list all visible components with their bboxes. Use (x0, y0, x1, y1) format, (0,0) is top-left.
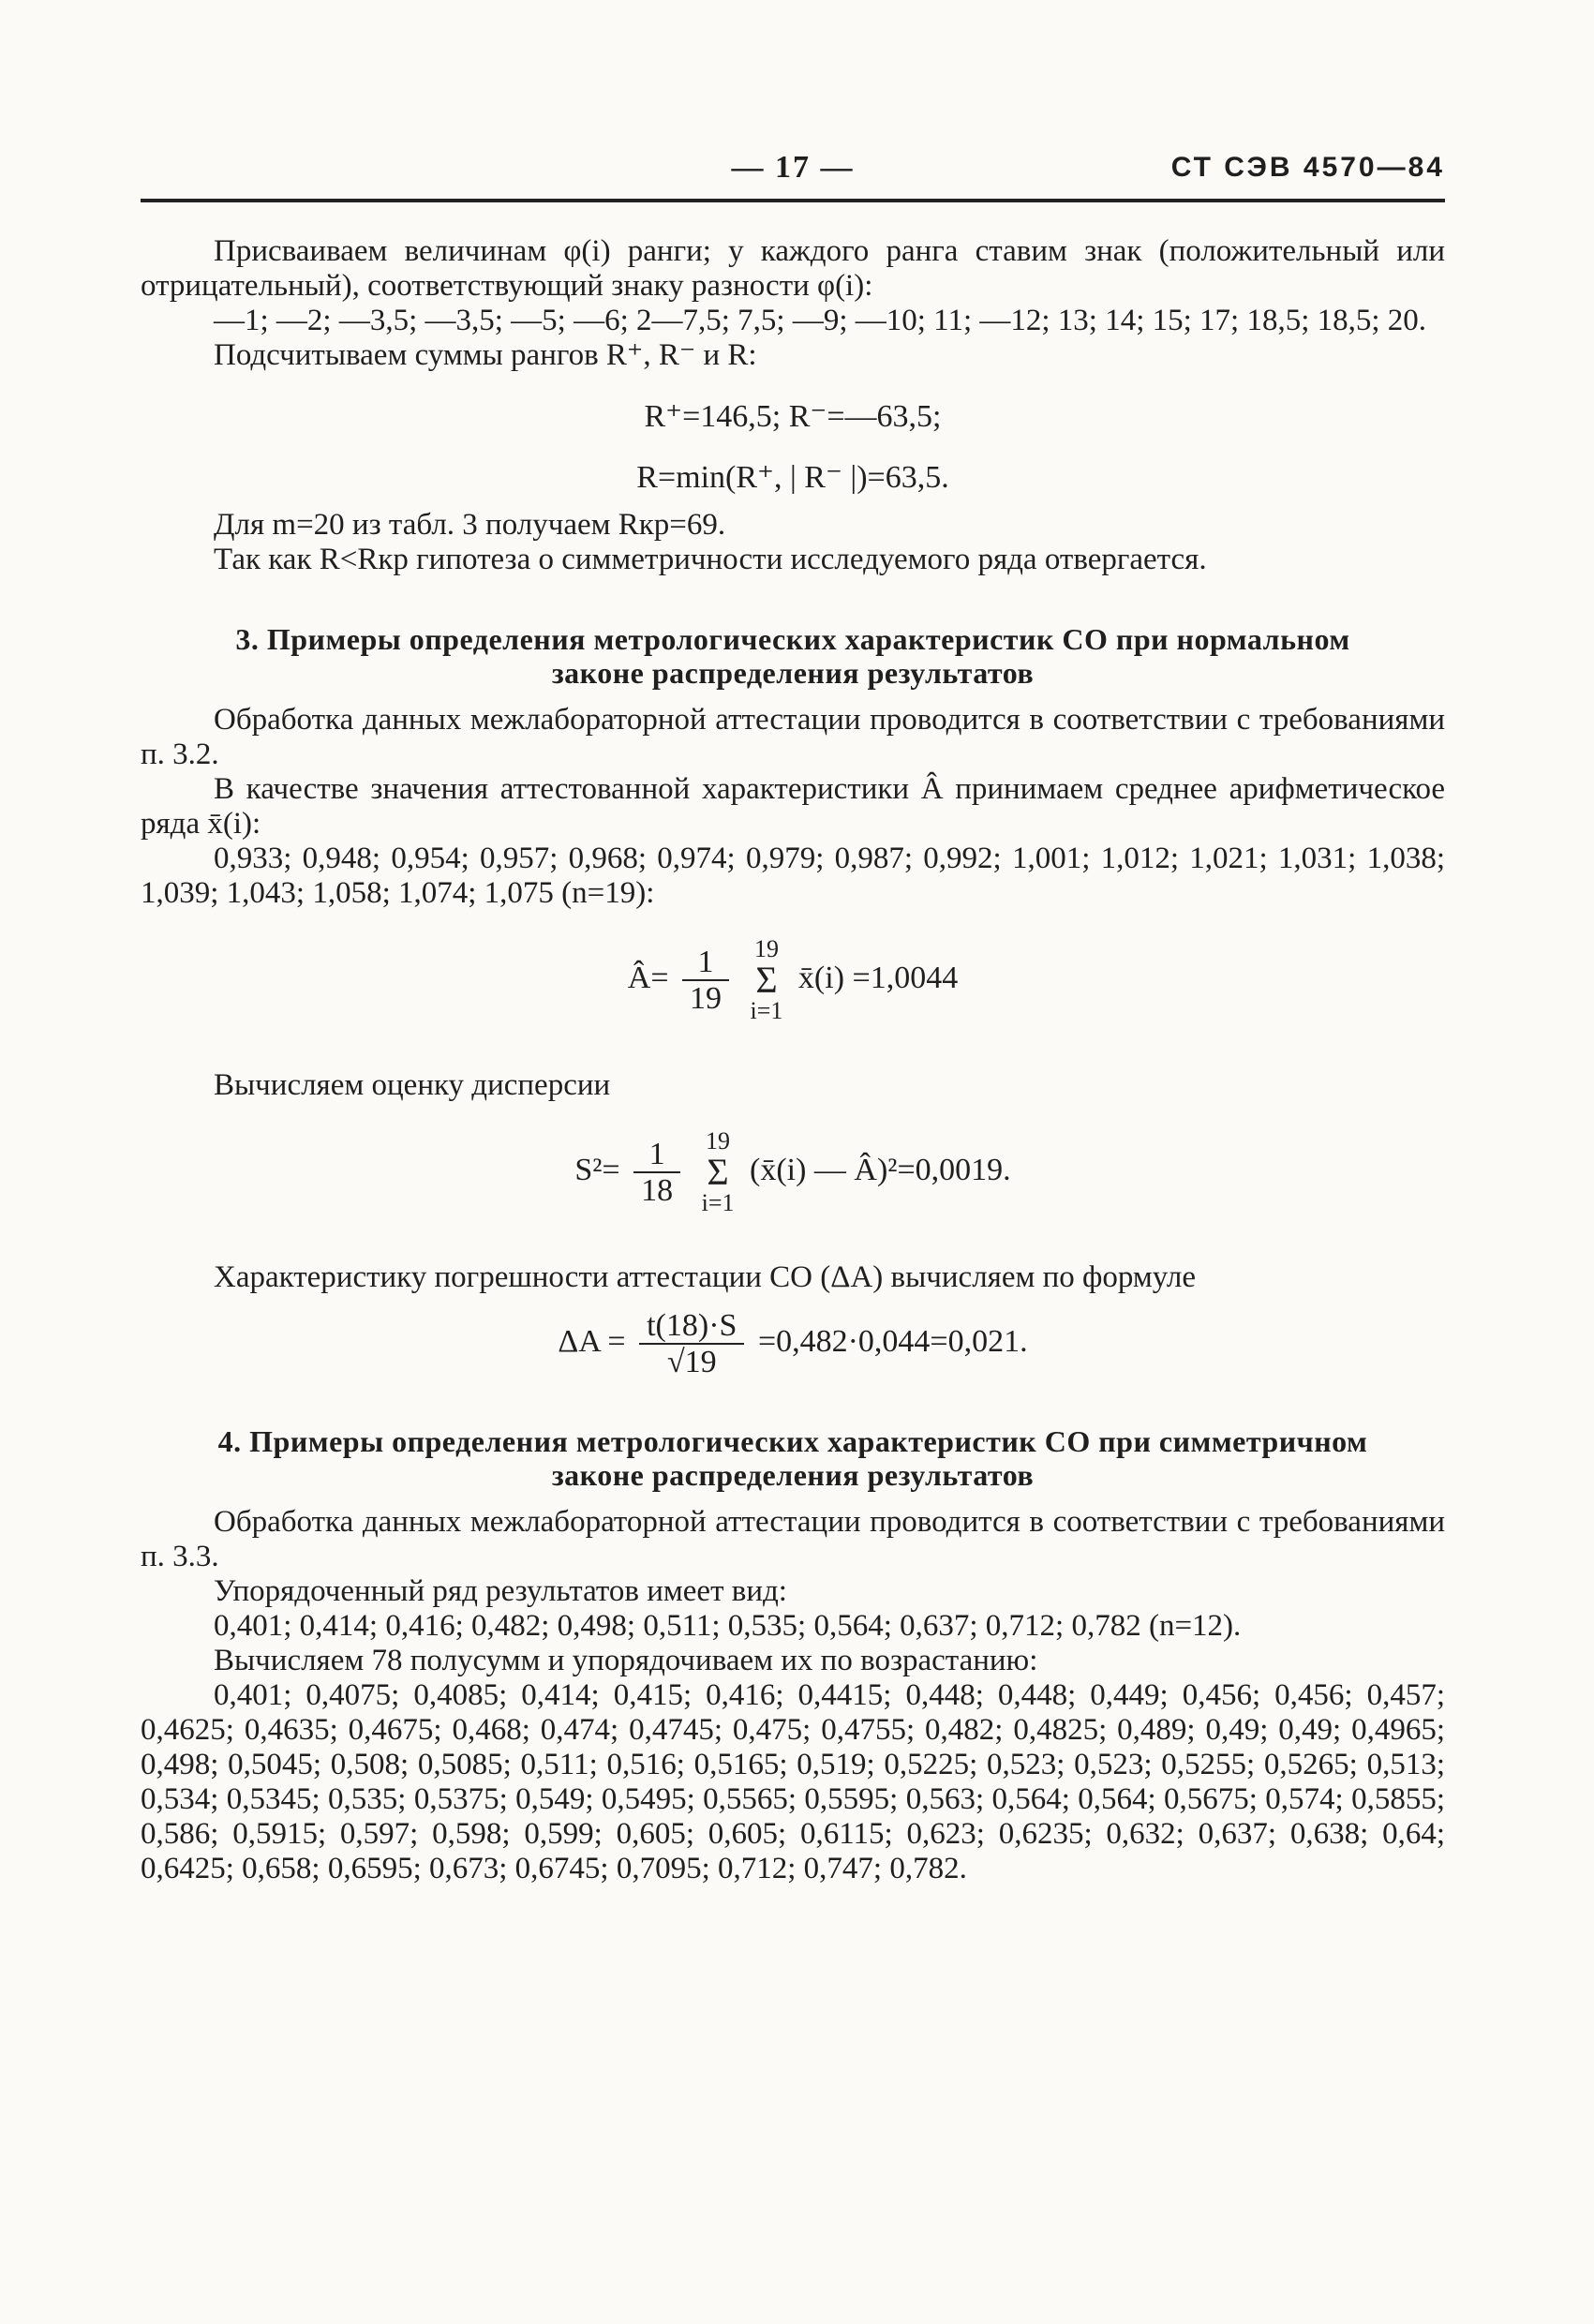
formula-variance-sum (702, 1129, 735, 1215)
section-4-heading (141, 1424, 1445, 1492)
page-header (141, 150, 1445, 197)
formula-variance-fraction (633, 1137, 680, 1208)
formula-rank-sums: R⁺=146,5; R⁻=—63,5; (644, 399, 942, 434)
section-3-heading-line1: 3. Примеры определения метрологических характеристик СО при нормальном (235, 622, 1350, 656)
document-id: СТ СЭВ 4570—84 (1170, 152, 1445, 183)
section-4-halfsums-list: 0,401; 0,4075; 0,4085; 0,414; 0,415; 0,416; 0,4415; 0,448; 0,448; 0,449; 0,456; 0,456; 0,457; 0,4625; 0,4635; 0,4675; 0,468; 0,474; 0,4745; 0,475; 0,4755; 0,482; 0,4825; 0,489; 0,49; 0,49; 0,4965; 0,498; 0,5045; 0,508; 0,5085; 0,511; 0,516; 0,5165; 0,519; 0,5225; 0,523; 0,523; 0,5255; 0,5265; 0,513; 0,534; 0,5345; 0,535; 0,5375; 0,549; 0,5495; 0,5565; 0,5595; 0,563; 0,564; 0,564; 0,5675; 0,574; 0,5855; 0,586; 0,5915; 0,597; 0,598; 0,599; 0,605; 0,605; 0,6115; 0,623; 0,6235; 0,632; 0,637; 0,638; 0,64; 0,6425; 0,658; 0,6595; 0,673; 0,6745; 0,7095; 0,712; 0,747; 0,782. (141, 1678, 1445, 1885)
formula-variance-rhs: (x̄(i) — Â)²=0,0019. (750, 1152, 1011, 1187)
page-body (141, 234, 1445, 1886)
paragraph-rank-sums: Подсчитываем суммы рангов R⁺, R⁻ и R: (214, 338, 757, 372)
section-3-paragraph-mean: В качестве значения аттестованной характеристики Â принимаем среднее арифметическое ряда x̄(i): (141, 772, 1445, 841)
section-4-paragraph-ordered: Упорядоченный ряд результатов имеет вид: (214, 1574, 787, 1608)
section-3-paragraph-processing: Обработка данных межлабораторной аттестации проводится в соответствии с требованиями п. 3.2. (141, 703, 1445, 771)
section-3-heading (141, 622, 1445, 690)
formula-variance-denominator: 18 (641, 1173, 674, 1208)
formula-mean-fraction (682, 945, 729, 1016)
formula-error-fraction (639, 1308, 744, 1379)
ranks-list: —1; —2; —3,5; —3,5; —5; —6; 2—7,5; 7,5; —9; —10; 11; —12; 13; 14; 15; 17; 18,5; 18,5; 20. (214, 304, 1427, 337)
formula-mean-lhs: Â= (627, 960, 669, 995)
formula-variance-sum-top: 19 (706, 1127, 731, 1155)
formula-mean-rhs: x̄(i) =1,0044 (797, 960, 959, 995)
sigma-symbol: Σ (755, 959, 778, 1001)
page-number: — 17 — (731, 150, 855, 185)
section-4-values-list: 0,401; 0,414; 0,416; 0,482; 0,498; 0,511; 0,535; 0,564; 0,637; 0,712; 0,782 (n=12). (214, 1609, 1242, 1643)
formula-variance-lhs: S²= (574, 1152, 620, 1187)
formula-error-numerator: t(18)·S (639, 1308, 744, 1345)
formula-variance-sum-bottom: i=1 (701, 1189, 735, 1216)
formula-mean-numerator: 1 (682, 945, 729, 981)
section-3-heading-line2: законе распределения результатов (551, 656, 1035, 690)
formula-mean-sum (751, 937, 783, 1023)
formula-mean-denominator: 19 (690, 981, 723, 1016)
sigma-symbol: Σ (707, 1151, 729, 1193)
formula-mean-sum-bottom: i=1 (750, 997, 783, 1024)
section-4-paragraph-halfsums: Вычисляем 78 полусумм и упорядочиваем их по возрастанию: (214, 1644, 1038, 1677)
header-rule (141, 199, 1445, 202)
formula-variance-numerator: 1 (633, 1137, 680, 1173)
formula-mean (141, 937, 1445, 1023)
formula-variance (141, 1129, 1445, 1215)
section-3-paragraph-variance: Вычисляем оценку дисперсии (214, 1068, 611, 1102)
paragraph-ranks-intro: Присваиваем величинам φ(i) ранги; у каждого ранга ставим знак (положительный или отрицательный), соответствующий знаку разности φ(i): (141, 234, 1445, 303)
formula-error-rhs: =0,482·0,044=0,021. (757, 1323, 1028, 1359)
formula-mean-sum-top: 19 (753, 935, 779, 962)
formula-error-lhs: ΔA = (558, 1323, 626, 1359)
section-4-heading-line2: законе распределения результатов (551, 1458, 1035, 1492)
paragraph-hypothesis-rejected: Так как R<Rкр гипотеза о симметричности исследуемого ряда отвергается. (214, 543, 1207, 576)
formula-error (141, 1308, 1445, 1379)
section-3-paragraph-error: Характеристику погрешности аттестации СО (ΔA) вычисляем по формуле (214, 1260, 1196, 1294)
section-4-heading-line1: 4. Примеры определения метрологических характеристик СО при симметричном (217, 1424, 1368, 1458)
formula-error-denominator: √19 (666, 1345, 717, 1379)
paragraph-r-critical: Для m=20 из табл. 3 получаем Rкр=69. (214, 508, 726, 542)
section-3-values-list: 0,933; 0,948; 0,954; 0,957; 0,968; 0,974; 0,979; 0,987; 0,992; 1,001; 1,012; 1,021; 1,031; 1,038; 1,039; 1,043; 1,058; 1,074; 1,075 (n=19): (141, 842, 1445, 910)
section-4-paragraph-processing: Обработка данных межлабораторной аттестации проводится в соответствии с требованиями п. 3.3. (141, 1505, 1445, 1573)
formula-r-min: R=min(R⁺, | R⁻ |)=63,5. (636, 460, 949, 495)
